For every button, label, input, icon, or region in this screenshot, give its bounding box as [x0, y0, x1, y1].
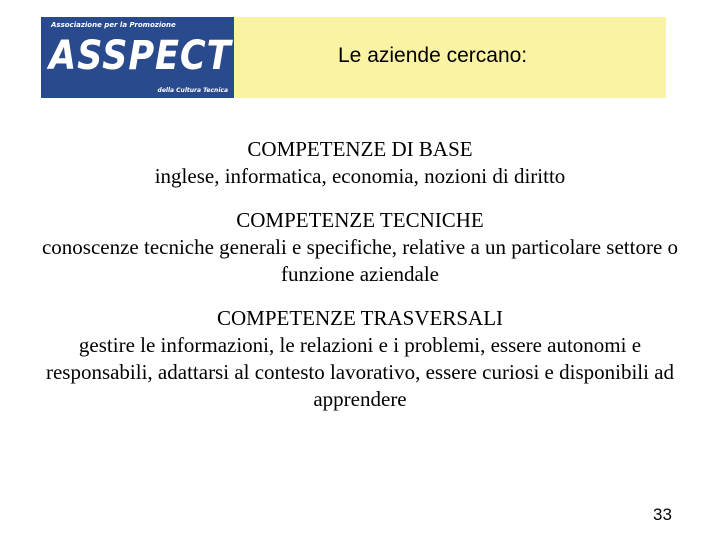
- logo-top-text: Associazione per la Promozione: [51, 21, 176, 29]
- logo-bottom-text: della Cultura Tecnica: [157, 87, 228, 94]
- section-heading: COMPETENZE TRASVERSALI: [216, 306, 504, 330]
- asspect-logo: [41, 17, 234, 98]
- slide-title: Le aziende cercano:: [338, 44, 528, 67]
- section-competenze-trasversali: [0, 305, 720, 413]
- page-number: 33: [653, 505, 672, 524]
- section-heading: COMPETENZE TECNICHE: [236, 208, 484, 232]
- section-competenze-tecniche: [0, 207, 720, 288]
- slide-body: [0, 136, 720, 413]
- section-heading: COMPETENZE DI BASE: [247, 137, 473, 161]
- logo-main-text: ASSPECT: [49, 33, 232, 79]
- section-text: inglese, informatica, economia, nozioni di diritto: [154, 164, 566, 188]
- section-competenze-di-base: [0, 136, 720, 190]
- section-text: gestire le informazioni, le relazioni e i problemi, essere autonomi e responsabili, adattarsi al contesto lavorativo, essere curiosi e disponibili ad apprendere: [45, 333, 675, 411]
- section-text: conoscenze tecniche generali e specifiche, relative a un particolare settore o funzione aziendale: [41, 235, 679, 286]
